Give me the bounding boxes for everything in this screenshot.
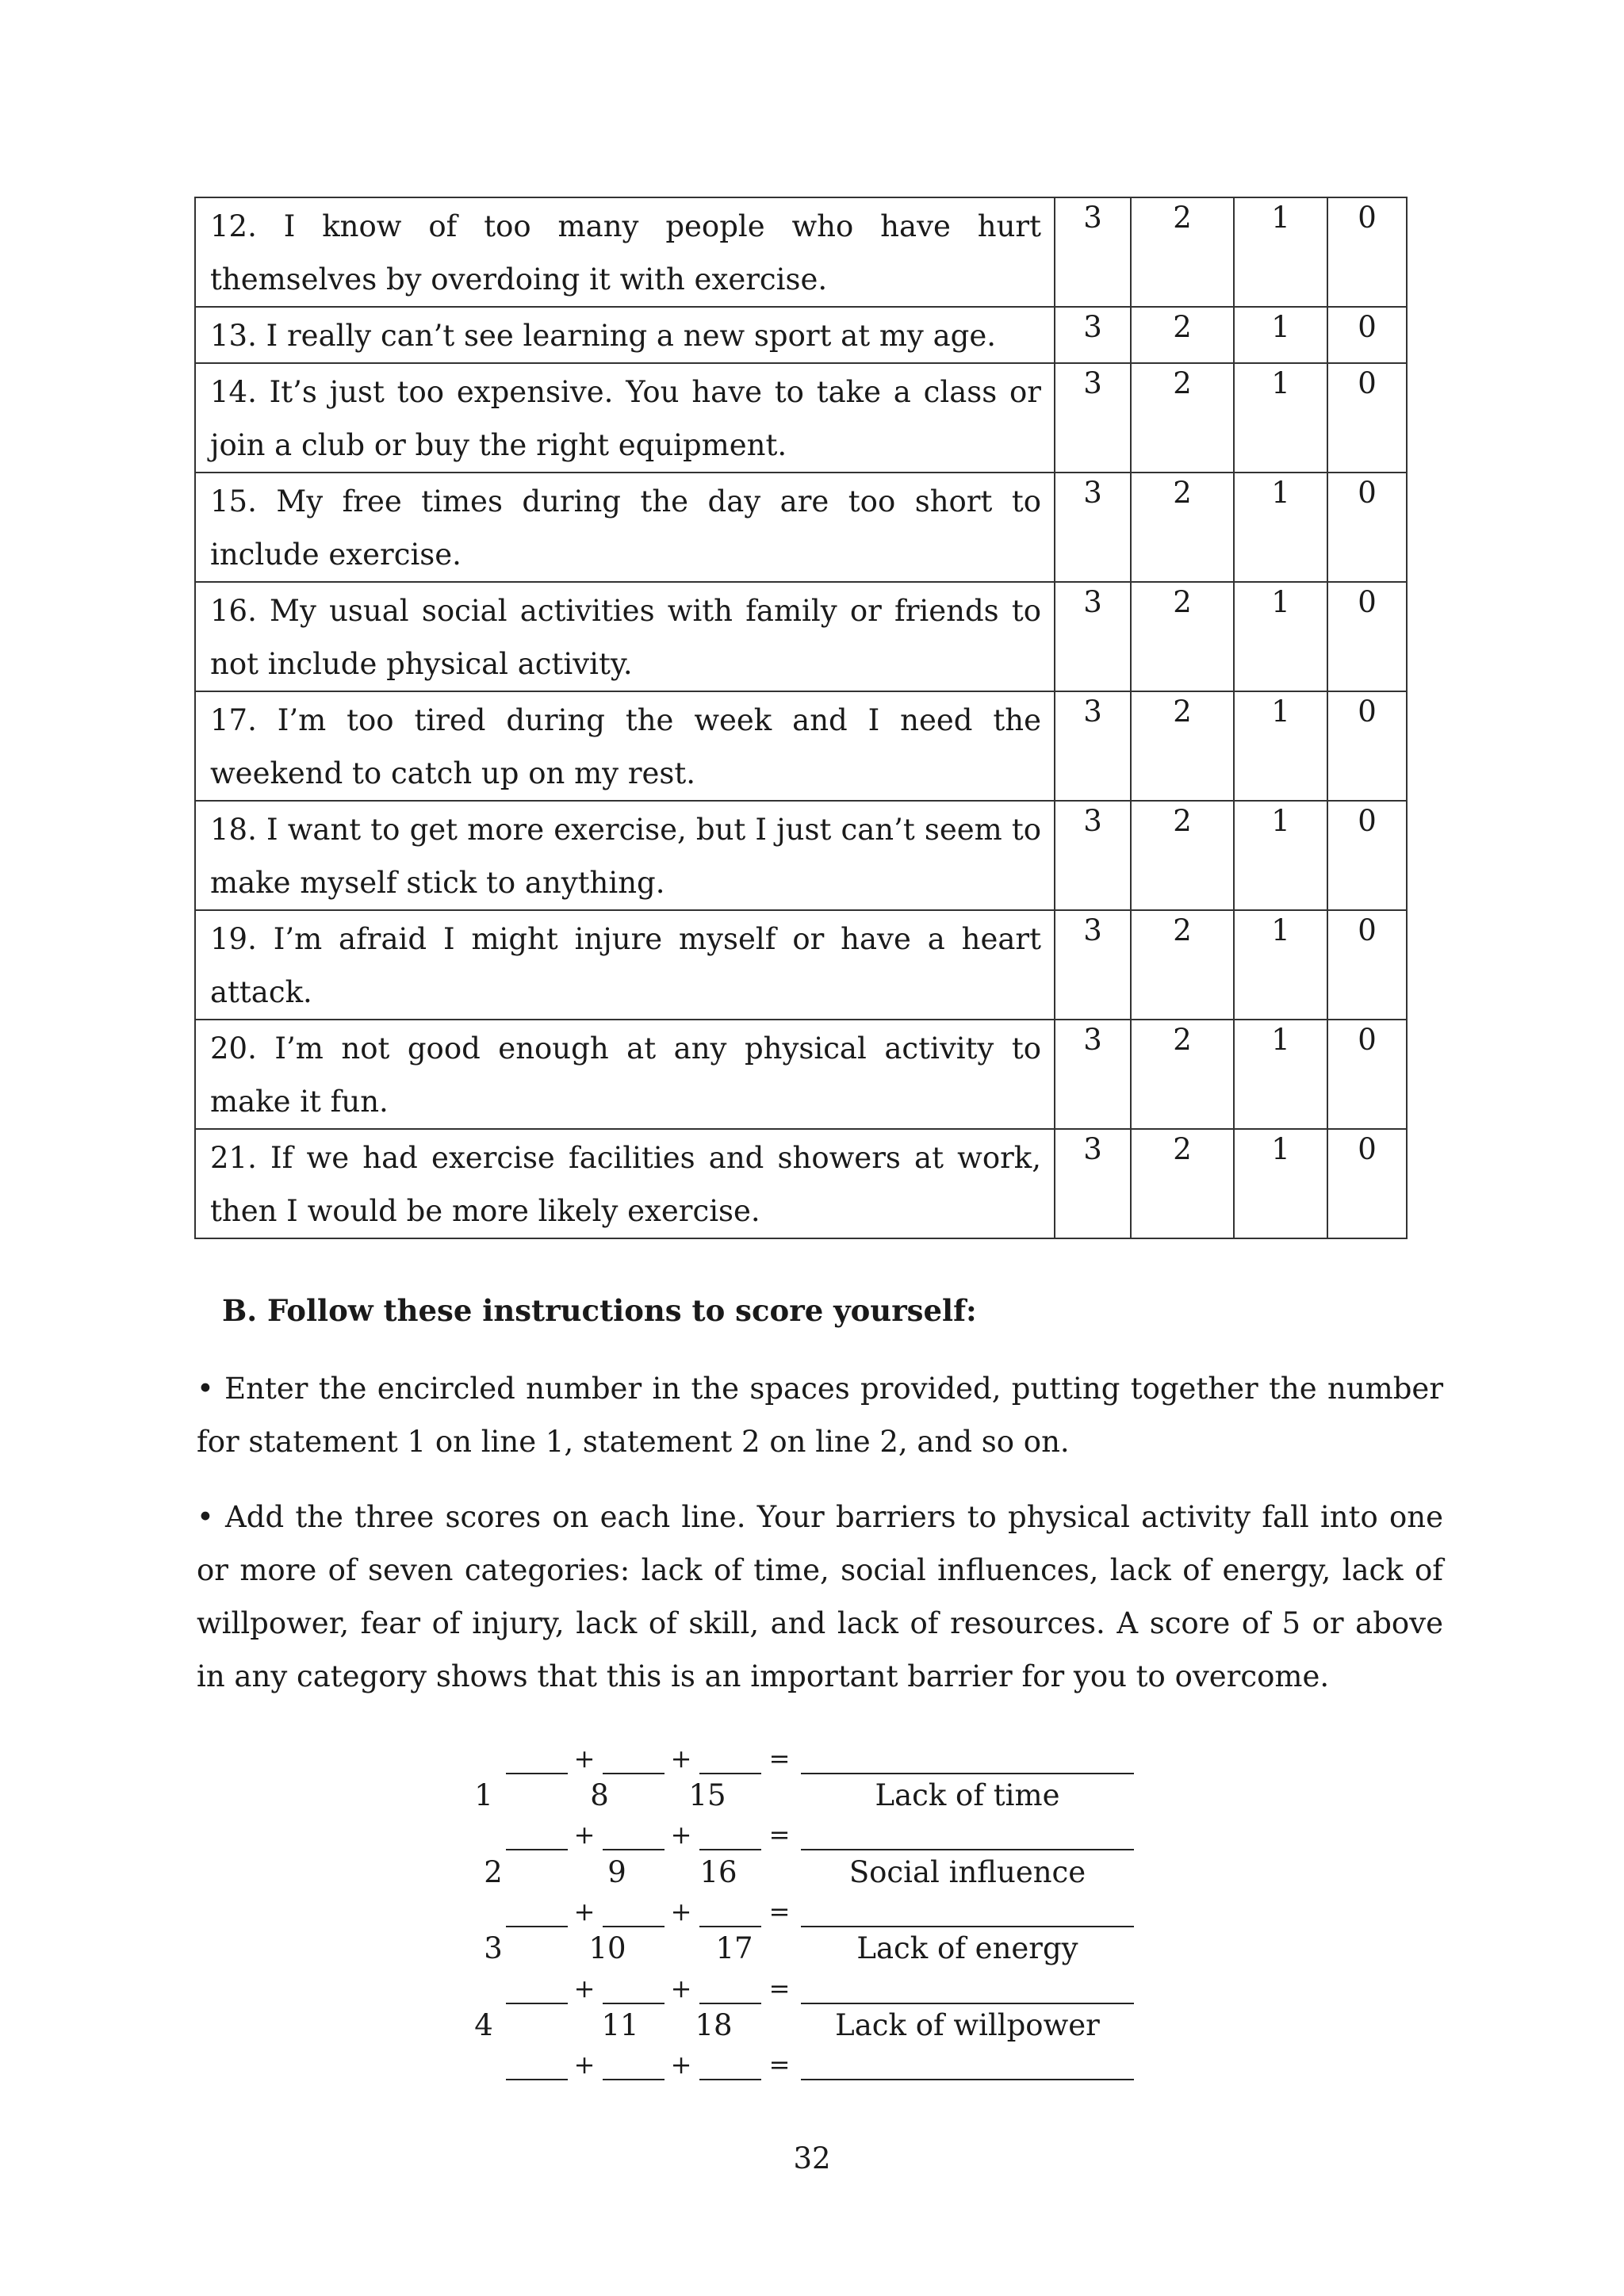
equals-sign: = (768, 2049, 791, 2080)
score-cell: 2 (1131, 1020, 1234, 1129)
score-blank[interactable] (699, 1896, 761, 1927)
table-row (195, 473, 1407, 582)
score-cell: 3 (1055, 307, 1131, 363)
plus-sign: + (573, 1743, 596, 1774)
plus-sign: + (573, 1820, 596, 1850)
statement-number: 10 (588, 1931, 626, 1965)
statement-cell: 20. I’m not good enough at any physical activity to make it fun. (195, 1020, 1055, 1129)
score-cell: 2 (1131, 910, 1234, 1020)
score-cell: 2 (1131, 307, 1234, 363)
score-blank[interactable] (603, 2049, 665, 2080)
plus-sign: + (670, 1896, 692, 1927)
score-blank[interactable] (699, 1973, 761, 2004)
score-cell: 0 (1327, 307, 1407, 363)
statement-number: 8 (590, 1778, 609, 1812)
plus-sign: + (573, 1896, 596, 1927)
table-row (195, 691, 1407, 801)
plus-sign: + (573, 2049, 596, 2080)
score-blank[interactable] (603, 1973, 665, 2004)
score-cell: 1 (1234, 363, 1327, 473)
plus-sign: + (573, 1973, 596, 2003)
page-number: 32 (793, 2141, 831, 2175)
statement-cell: 18. I want to get more exercise, but I just can’t seem to make myself stick to anything. (195, 801, 1055, 910)
statement-cell: 19. I’m afraid I might injure myself or have a heart attack. (195, 910, 1055, 1020)
equals-sign: = (768, 1820, 791, 1850)
score-cell: 3 (1055, 910, 1131, 1020)
score-cell: 3 (1055, 1020, 1131, 1129)
score-cell: 0 (1327, 910, 1407, 1020)
statement-cell: 12. I know of too many people who have hurt themselves by overdoing it with exercise. (195, 197, 1055, 307)
score-cell: 1 (1234, 691, 1327, 801)
score-blank[interactable] (603, 1743, 665, 1774)
statement-number: 3 (484, 1931, 503, 1965)
statement-number: 18 (695, 2008, 733, 2042)
section-b-heading: B. Follow these instructions to score yourself: (222, 1293, 977, 1328)
instruction-paragraph-2: • Add the three scores on each line. Your barriers to physical activity fall into one or more of seven categories: lack of time, social influences, lack of energy, lack of willpower, fear of injury, lack of skill, and lack of resources. A score of 5 or above in any category shows that this is an important barrier for you to overcome. (197, 1500, 1443, 1693)
score-cell: 1 (1234, 473, 1327, 582)
statement-cell: 13. I really can’t see learning a new sport at my age. (195, 307, 1055, 363)
score-blank[interactable] (506, 1896, 568, 1927)
category-label-lack-of-time: Lack of time (875, 1778, 1060, 1812)
statement-number: 17 (715, 1931, 753, 1965)
score-cell: 2 (1131, 197, 1234, 307)
score-cell: 2 (1131, 1129, 1234, 1238)
score-blank[interactable] (699, 1743, 761, 1774)
equals-sign: = (768, 1743, 791, 1774)
score-cell: 2 (1131, 691, 1234, 801)
statement-cell: 21. If we had exercise facilities and showers at work, then I would be more likely exercise. (195, 1129, 1055, 1238)
score-cell: 0 (1327, 1020, 1407, 1129)
score-cell: 1 (1234, 197, 1327, 307)
plus-sign: + (670, 2049, 692, 2080)
plus-sign: + (670, 1820, 692, 1850)
statement-cell: 15. My free times during the day are too short to include exercise. (195, 473, 1055, 582)
table-row (195, 307, 1407, 363)
statement-number: 2 (484, 1855, 503, 1889)
score-blank[interactable] (699, 1819, 761, 1850)
category-label-lack-of-willpower: Lack of willpower (835, 2008, 1100, 2042)
score-cell: 3 (1055, 1129, 1131, 1238)
score-cell: 2 (1131, 801, 1234, 910)
score-cell: 1 (1234, 1129, 1327, 1238)
score-cell: 3 (1055, 582, 1131, 691)
equals-sign: = (768, 1973, 791, 2003)
statement-number: 15 (688, 1778, 726, 1812)
score-blank[interactable] (506, 1973, 568, 2004)
score-cell: 2 (1131, 582, 1234, 691)
score-cell: 0 (1327, 691, 1407, 801)
total-blank[interactable] (801, 1819, 1134, 1850)
statement-number: 4 (474, 2008, 493, 2042)
category-label-social-influence: Social influence (848, 1855, 1086, 1889)
score-blank[interactable] (603, 1819, 665, 1850)
statement-number: 11 (601, 2008, 639, 2042)
score-cell: 3 (1055, 473, 1131, 582)
score-cell: 1 (1234, 307, 1327, 363)
score-cell: 0 (1327, 197, 1407, 307)
statement-number: 1 (474, 1778, 493, 1812)
score-cell: 2 (1131, 473, 1234, 582)
score-cell: 0 (1327, 363, 1407, 473)
total-blank[interactable] (801, 2049, 1134, 2080)
total-blank[interactable] (801, 1743, 1134, 1774)
score-cell: 2 (1131, 363, 1234, 473)
score-blank[interactable] (699, 2049, 761, 2080)
score-blank[interactable] (506, 1743, 568, 1774)
score-cell: 1 (1234, 1020, 1327, 1129)
table-row (195, 801, 1407, 910)
barriers-questionnaire-table (194, 197, 1408, 1239)
score-cell: 0 (1327, 801, 1407, 910)
table-row (195, 1020, 1407, 1129)
statement-number: 16 (699, 1855, 737, 1889)
category-label-lack-of-energy: Lack of energy (856, 1931, 1078, 1965)
score-blank[interactable] (506, 1819, 568, 1850)
statement-cell: 14. It’s just too expensive. You have to take a class or join a club or buy the right equipment. (195, 363, 1055, 473)
plus-sign: + (670, 1743, 692, 1774)
score-cell: 1 (1234, 910, 1327, 1020)
table-row (195, 1129, 1407, 1238)
table-row (195, 363, 1407, 473)
plus-sign: + (670, 1973, 692, 2003)
score-cell: 3 (1055, 691, 1131, 801)
table-row (195, 910, 1407, 1020)
score-cell: 0 (1327, 1129, 1407, 1238)
statement-cell: 17. I’m too tired during the week and I need the weekend to catch up on my rest. (195, 691, 1055, 801)
statement-cell: 16. My usual social activities with family or friends to not include physical activity. (195, 582, 1055, 691)
score-cell: 0 (1327, 582, 1407, 691)
total-blank[interactable] (801, 1973, 1134, 2004)
score-cell: 3 (1055, 801, 1131, 910)
score-cell: 3 (1055, 363, 1131, 473)
equals-sign: = (768, 1896, 791, 1927)
instruction-paragraph-1: • Enter the encircled number in the spaces provided, putting together the number for statement 1 on line 1, statement 2 on line 2, and so on. (197, 1372, 1443, 1459)
total-blank[interactable] (801, 1896, 1134, 1927)
score-cell: 1 (1234, 582, 1327, 691)
table-row (195, 197, 1407, 307)
score-blank[interactable] (506, 2049, 568, 2080)
table-row (195, 582, 1407, 691)
score-cell: 3 (1055, 197, 1131, 307)
statement-number: 9 (607, 1855, 626, 1889)
score-blank[interactable] (603, 1896, 665, 1927)
score-cell: 1 (1234, 801, 1327, 910)
score-cell: 0 (1327, 473, 1407, 582)
